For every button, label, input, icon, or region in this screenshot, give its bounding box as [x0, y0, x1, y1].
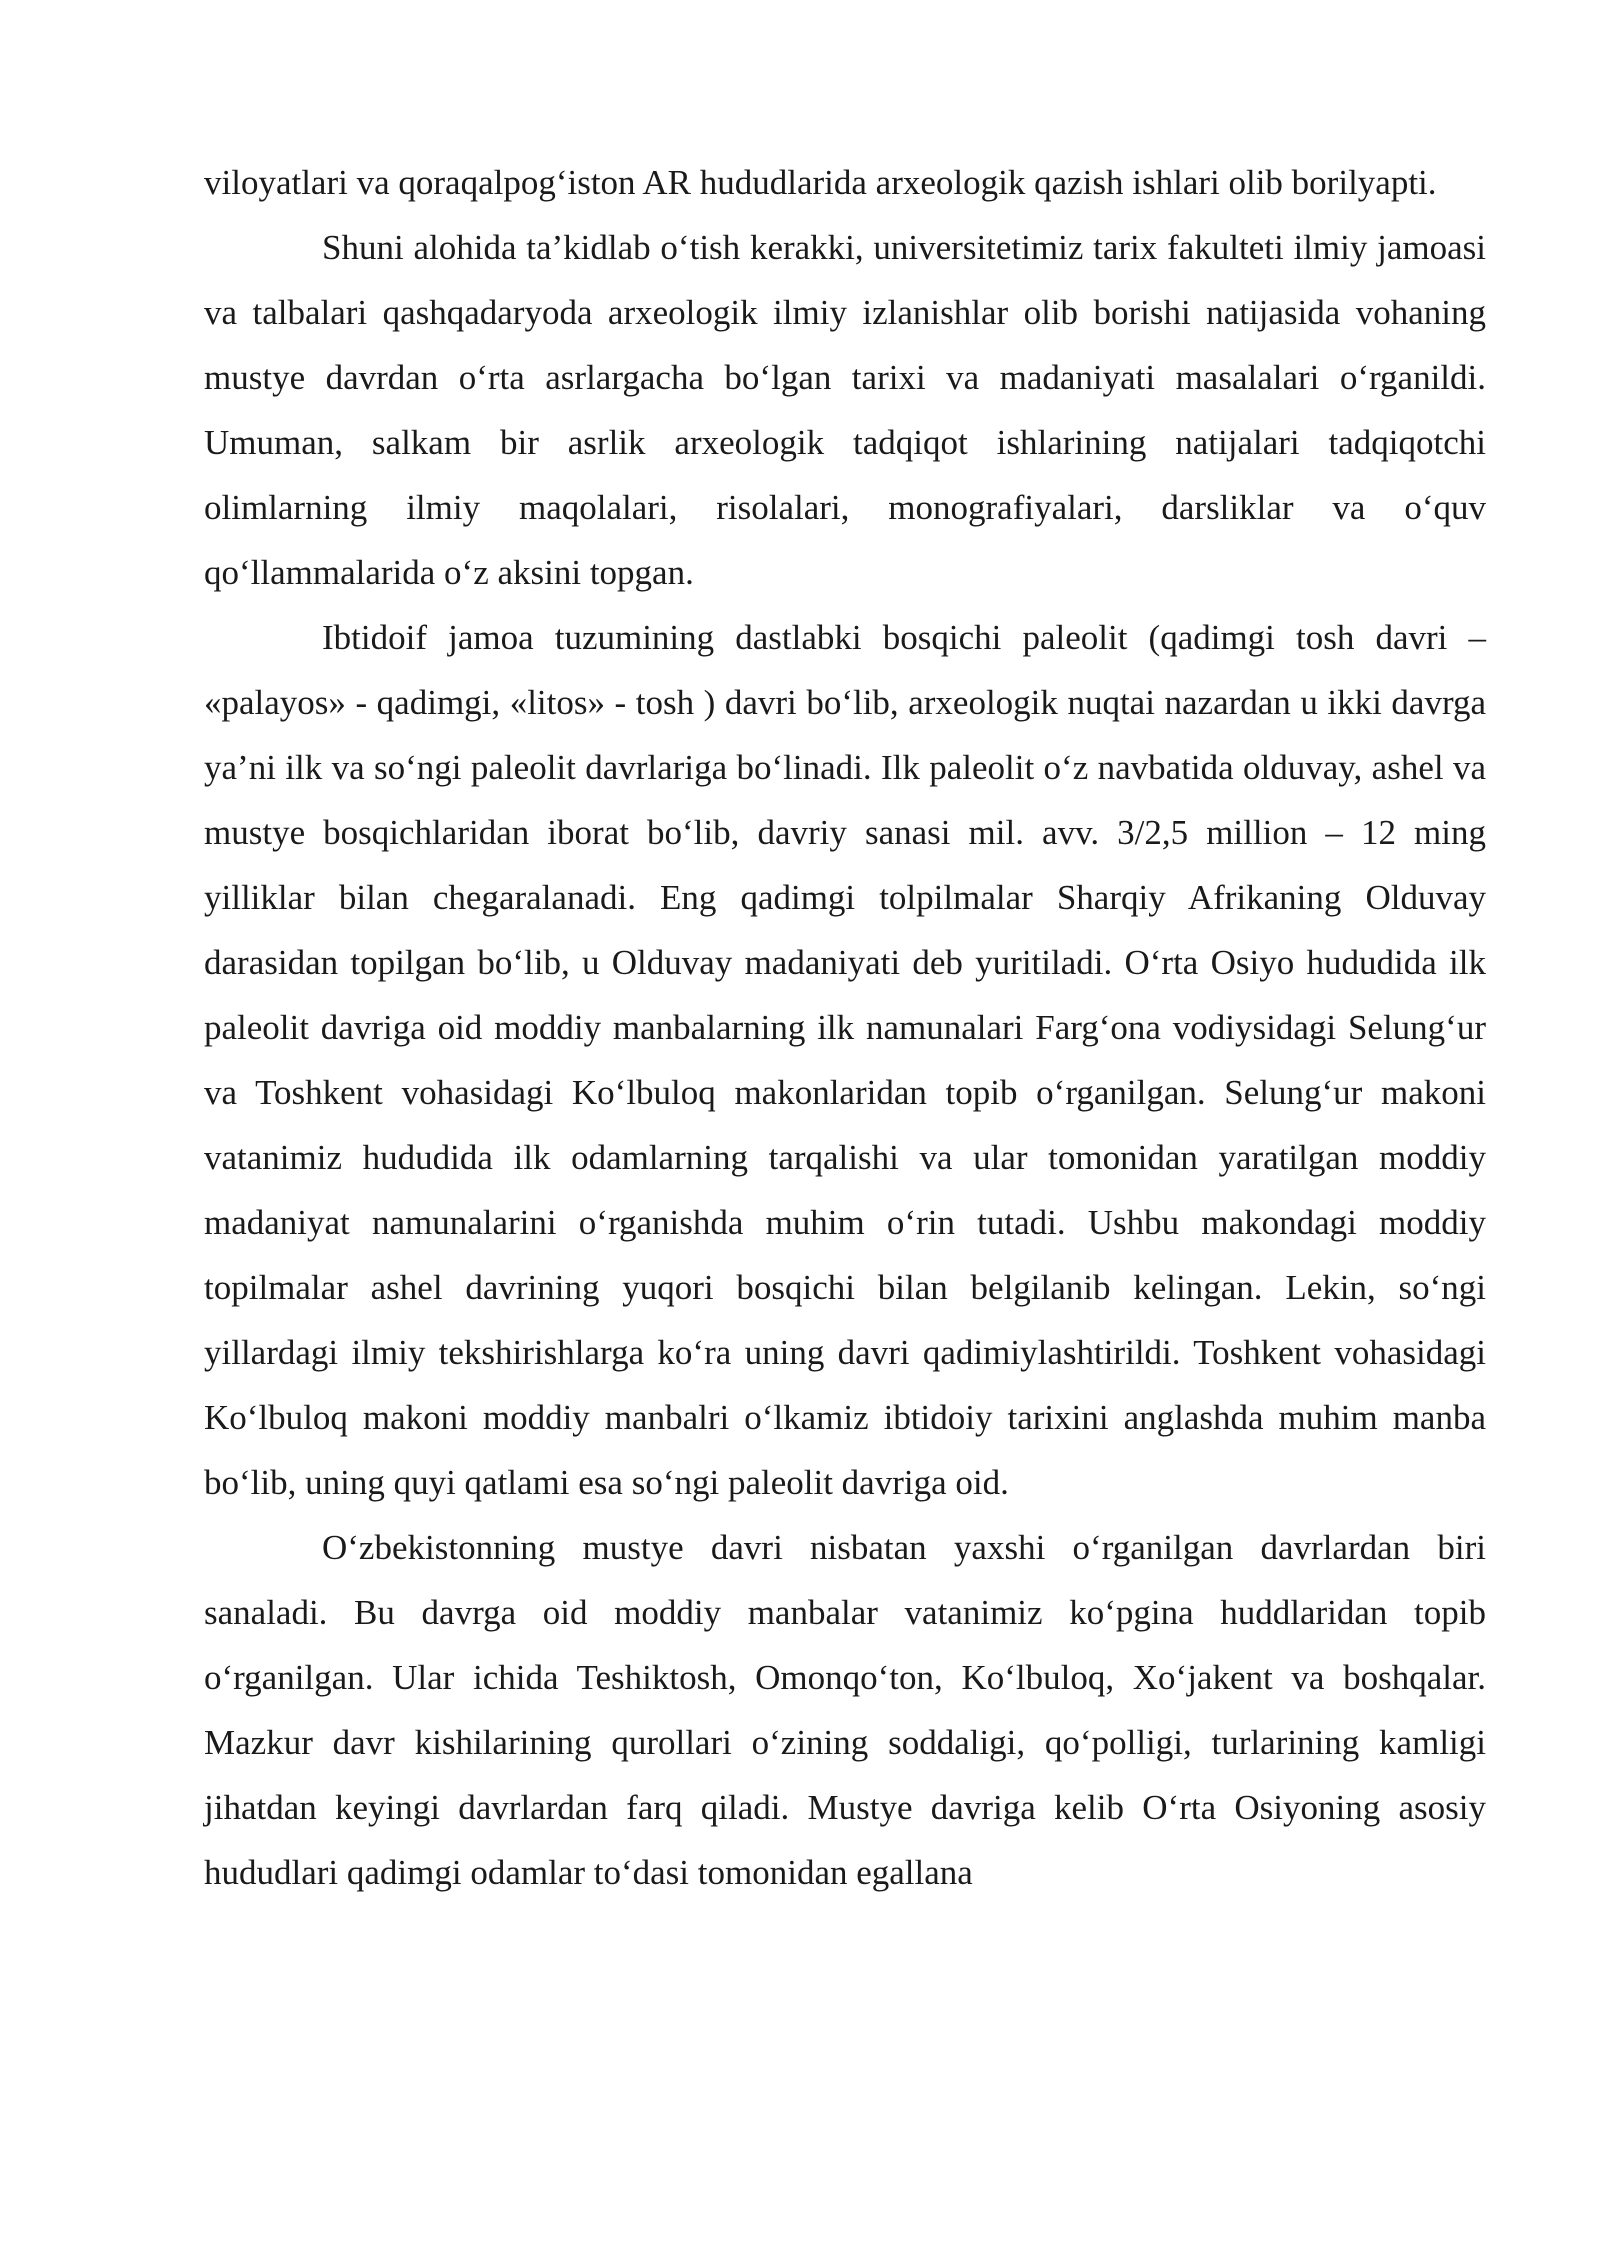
paragraph-4: O‘zbekistonning mustye davri nisbatan yaxshi o‘rganilgan davrlardan biri sanaladi. Bu davrga oid moddiy manbalar vatanimiz ko‘pgina huddlaridan topib o‘rganilgan. Ular ichida Teshiktosh, Omonqo‘ton, Ko‘lbuloq, Xo‘jakent va boshqalar. Mazkur davr kishilarining qurollari o‘zining soddaligi, qo‘polligi, turlarining kamligi jihatdan keyingi davrlardan farq qiladi. Mustye davriga kelib O‘rta Osiyoning asosiy hududlari qadimgi odamlar to‘dasi tomonidan egallana [204, 1528, 1486, 1892]
paragraph-2: Shuni alohida ta’kidlab o‘tish kerakki, universitetimiz tarix fakulteti ilmiy jamoasi va talbalari qashqadaryoda arxeologik ilmiy izlanishlar olib borishi natijasida vohaning mustye davrdan o‘rta asrlargacha bo‘lgan tarixi va madaniyati masalalari o‘rganildi. Umuman, salkam bir asrlik arxeologik tadqiqot ishlarining natijalari tadqiqotchi olimlarning ilmiy maqolalari, risolalari, monografiyalari, darsliklar va o‘quv qo‘llammalarida o‘z aksini topgan. [204, 228, 1486, 592]
paragraph-1: viloyatlari va qoraqalpog‘iston AR hududlarida arxeologik qazish ishlari olib borilyapti. [204, 163, 1437, 202]
paragraph-3: Ibtidoif jamoa tuzumining dastlabki bosqichi paleolit (qadimgi tosh davri – «palayos» - qadimgi, «litos» - tosh ) davri bo‘lib, arxeologik nuqtai nazardan u ikki davrga ya’ni ilk va so‘ngi paleolit davrlariga bo‘linadi. Ilk paleolit o‘z navbatida olduvay, ashel va mustye bosqichlaridan iborat bo‘lib, davriy sanasi mil. avv. 3/2,5 million – 12 ming yilliklar bilan chegaralanadi. Eng qadimgi tolpilmalar Sharqiy Afrikaning Olduvay darasidan topilgan bo‘lib, u Olduvay madaniyati deb yuritiladi. O‘rta Osiyo hududida ilk paleolit davriga oid moddiy manbalarning ilk namunalari Farg‘ona vodiysidagi Selung‘ur va Toshkent vohasidagi Ko‘lbuloq makonlaridan topib o‘rganilgan. Selung‘ur makoni vatanimiz hududida ilk odamlarning tarqalishi va ular tomonidan yaratilgan moddiy madaniyat namunalarini o‘rganishda muhim o‘rin tutadi. Ushbu makondagi moddiy topilmalar ashel davrining yuqori bosqichi bilan belgilanib kelingan. Lekin, so‘ngi yillardagi ilmiy tekshirishlarga ko‘ra uning davri qadimiylashtirildi. Toshkent vohasidagi Ko‘lbuloq makoni moddiy manbalri o‘lkamiz ibtidoiy tarixini anglashda muhim manba bo‘lib, uning quyi qatlami esa so‘ngi paleolit davriga oid. [204, 618, 1486, 1502]
document-body [204, 150, 1486, 1905]
